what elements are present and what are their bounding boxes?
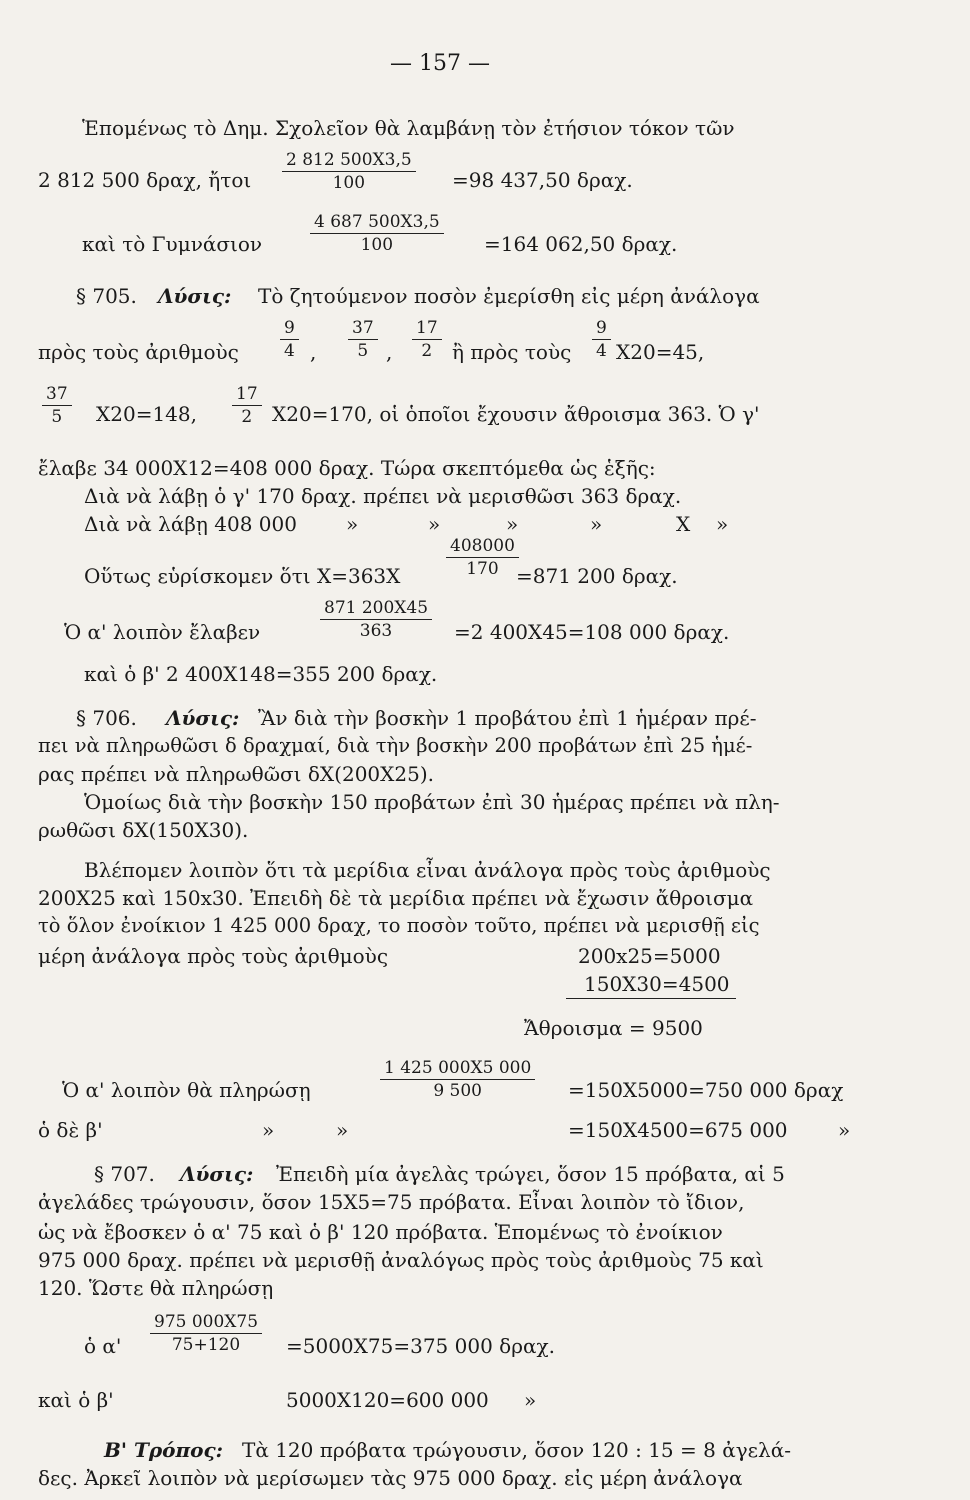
fraction-numerator: 975 000X75 <box>150 1312 262 1334</box>
text-line: X20=45, <box>616 340 705 364</box>
fraction-denominator: 9 500 <box>433 1081 482 1101</box>
text-line: καὶ ὁ β' <box>38 1388 114 1412</box>
fraction-denominator: 170 <box>466 559 499 579</box>
fraction-denominator: 363 <box>359 621 393 641</box>
text-line: Τὸ ζητούμενον ποσὸν ἐμερίσθη εἰς μέρη ἀνάλογα <box>258 284 760 308</box>
text-line: πρὸς τοὺς ἀριθμοὺς <box>38 340 239 364</box>
fraction-numerator: 37 <box>348 318 378 340</box>
fraction-numerator: 4 687 500X3,5 <box>310 212 444 234</box>
text-line: =150X4500=675 000 <box>568 1118 788 1142</box>
text-line: Διὰ νὰ λάβῃ ὁ γ' 170 δραχ. πρέπει νὰ μερισθῶσι 363 δραχ. <box>84 484 682 508</box>
comma: , <box>386 340 393 364</box>
page-number: — 157 — <box>390 51 490 76</box>
fraction <box>310 212 444 255</box>
section-number: § 707. <box>94 1162 155 1186</box>
solution-label: Λύσις: <box>158 284 232 308</box>
fraction-numerator: 37 <box>42 384 72 406</box>
text-line: ἔλαβε 34 000X12=408 000 δραχ. Τώρα σκεπτόμεθα ὡς ἑξῆς: <box>38 456 656 480</box>
fraction <box>348 318 378 361</box>
text-line: Βλέπομεν λοιπὸν ὅτι τὰ μερίδια εἶναι ἀνάλογα πρὸς τοὺς ἀριθμοὺς <box>84 858 771 882</box>
fraction <box>282 150 416 193</box>
comma: , <box>310 340 317 364</box>
text-line: Ὁ α' λοιπὸν θὰ πληρώσῃ <box>62 1078 311 1102</box>
fraction-denominator: 5 <box>51 407 63 427</box>
ditto-mark: » <box>428 512 441 536</box>
fraction-denominator: 75+120 <box>171 1335 241 1355</box>
section-number: § 705. <box>76 284 137 308</box>
ditto-mark: » <box>336 1118 349 1142</box>
text-line: πει νὰ πληρωθῶσι δ δραχμαί, διὰ τὴν βοσκὴν 200 προβάτων ἐπὶ 25 ἡμέ- <box>38 734 753 757</box>
text-line: 2 812 500 δραχ, ἤτοι <box>38 168 252 192</box>
text-line: X <box>676 512 691 536</box>
method-label: Β' Τρόπος: <box>104 1438 224 1462</box>
fraction <box>280 318 299 361</box>
sum-item: 150X30=4500 <box>584 972 730 996</box>
text-line: ὁ δὲ β' <box>38 1118 103 1142</box>
fraction-numerator: 9 <box>280 318 299 340</box>
fraction <box>446 536 519 579</box>
text-line: μέρη ἀνάλογα πρὸς τοὺς ἀριθμοὺς <box>38 944 389 968</box>
fraction-numerator: 17 <box>412 318 442 340</box>
fraction-numerator: 9 <box>592 318 611 340</box>
text-line: τὸ ὅλον ἐνοίκιον 1 425 000 δραχ, το ποσὸν τοῦτο, πρέπει νὰ μερισθῇ εἰς <box>38 914 760 937</box>
text-line: ὁ α' <box>84 1334 122 1358</box>
text-line: ἀγελάδες τρώγουσιν, ὅσον 15X5=75 πρόβατα. Εἶναι λοιπὸν τὸ ἴδιον, <box>38 1190 745 1214</box>
fraction <box>232 384 262 427</box>
text-line: =150X5000=750 000 δραχ <box>568 1078 844 1102</box>
fraction <box>42 384 72 427</box>
text-line: 5000X120=600 000 <box>286 1388 489 1412</box>
fraction-numerator: 408000 <box>446 536 519 558</box>
text-line: X20=148, <box>96 402 197 426</box>
fraction-numerator: 1 425 000X5 000 <box>380 1058 535 1080</box>
text-line: καὶ τὸ Γυμνάσιον <box>82 232 263 256</box>
text-line: X20=170, οἱ ὁποῖοι ἔχουσιν ἄθροισμα 363. Ὁ γ' <box>272 402 760 426</box>
text-line: ρωθῶσι δX(150X30). <box>38 818 249 842</box>
fraction <box>412 318 442 361</box>
ditto-mark: » <box>524 1388 537 1412</box>
fraction <box>150 1312 262 1355</box>
text-line: 975 000 δραχ. πρέπει νὰ μερισθῇ ἀναλόγως πρὸς τοὺς ἀριθμοὺς 75 καὶ <box>38 1248 764 1272</box>
section-number: § 706. <box>76 706 137 730</box>
text-line: =164 062,50 δραχ. <box>484 232 678 256</box>
solution-label: Λύσις: <box>180 1162 254 1186</box>
text-line: Διὰ νὰ λάβῃ 408 000 <box>84 512 297 536</box>
text-line: Οὕτως εὑρίσκομεν ὅτι X=363X <box>84 564 401 588</box>
ditto-mark: » <box>716 512 729 536</box>
text-line: =871 200 δραχ. <box>516 564 678 588</box>
fraction-denominator: 2 <box>421 341 433 361</box>
fraction-numerator: 2 812 500X3,5 <box>282 150 416 172</box>
text-line: =2 400X45=108 000 δραχ. <box>454 620 730 644</box>
text-line: ρας πρέπει νὰ πληρωθῶσι δX(200X25). <box>38 762 434 786</box>
fraction-denominator: 4 <box>596 341 607 361</box>
solution-label: Λύσις: <box>166 706 240 730</box>
ditto-mark: » <box>262 1118 275 1142</box>
fraction-denominator: 100 <box>332 173 366 193</box>
fraction <box>592 318 611 361</box>
text-line: =98 437,50 δραχ. <box>452 168 633 192</box>
fraction-numerator: 17 <box>232 384 262 406</box>
fraction-denominator: 100 <box>360 235 394 255</box>
fraction-denominator: 4 <box>284 341 295 361</box>
text-line: Τὰ 120 πρόβατα τρώγουσιν, ὅσον 120 : 15 = 8 ἀγελά- <box>242 1438 791 1462</box>
fraction <box>320 598 432 641</box>
ditto-mark: » <box>590 512 603 536</box>
text-line: ὡς νὰ ἔβοσκεν ὁ α' 75 καὶ ὁ β' 120 πρόβατα. Ἑπομένως τὸ ἐνοίκιον <box>38 1220 723 1244</box>
sum-total: Ἄθροισμα = 9500 <box>524 1016 703 1040</box>
text-line: Ἂν διὰ τὴν βοσκὴν 1 προβάτου ἐπὶ 1 ἡμέραν πρέ- <box>258 706 757 730</box>
text-line: 200X25 καὶ 150x30. Ἐπειδὴ δὲ τὰ μερίδια πρέπει νὰ ἔχωσιν ἄθροισμα <box>38 886 754 910</box>
text-line: Ὁμοίως διὰ τὴν βοσκὴν 150 προβάτων ἐπὶ 30 ἡμέρας πρέπει νὰ πλη- <box>84 790 780 814</box>
fraction-denominator: 2 <box>241 407 253 427</box>
sum-item: 200x25=5000 <box>578 944 721 968</box>
text-line: Ὁ α' λοιπὸν ἔλαβεν <box>64 620 261 644</box>
sum-rule <box>566 998 736 999</box>
text-line: =5000X75=375 000 δραχ. <box>286 1334 555 1358</box>
text-line: Ἐπειδὴ μία ἀγελὰς τρώγει, ὅσον 15 πρόβατα, αἱ 5 <box>276 1162 785 1186</box>
text-line: καὶ ὁ β' 2 400X148=355 200 δραχ. <box>84 662 438 686</box>
ditto-mark: » <box>346 512 359 536</box>
fraction-denominator: 5 <box>357 341 369 361</box>
ditto-mark: » <box>506 512 519 536</box>
text-line: 120. Ὥστε θὰ πληρώσῃ <box>38 1276 274 1300</box>
text-line: δες. Ἀρκεῖ λοιπὸν νὰ μερίσωμεν τὰς 975 000 δραχ. εἰς μέρη ἀνάλογα <box>38 1466 743 1490</box>
text-line: Ἑπομένως τὸ Δημ. Σχολεῖον θὰ λαμβάνῃ τὸν ἐτήσιον τόκον τῶν <box>82 116 735 140</box>
fraction <box>380 1058 535 1101</box>
fraction-numerator: 871 200X45 <box>320 598 432 620</box>
text-line: ἢ πρὸς τοὺς <box>452 340 572 364</box>
ditto-mark: » <box>838 1118 851 1142</box>
